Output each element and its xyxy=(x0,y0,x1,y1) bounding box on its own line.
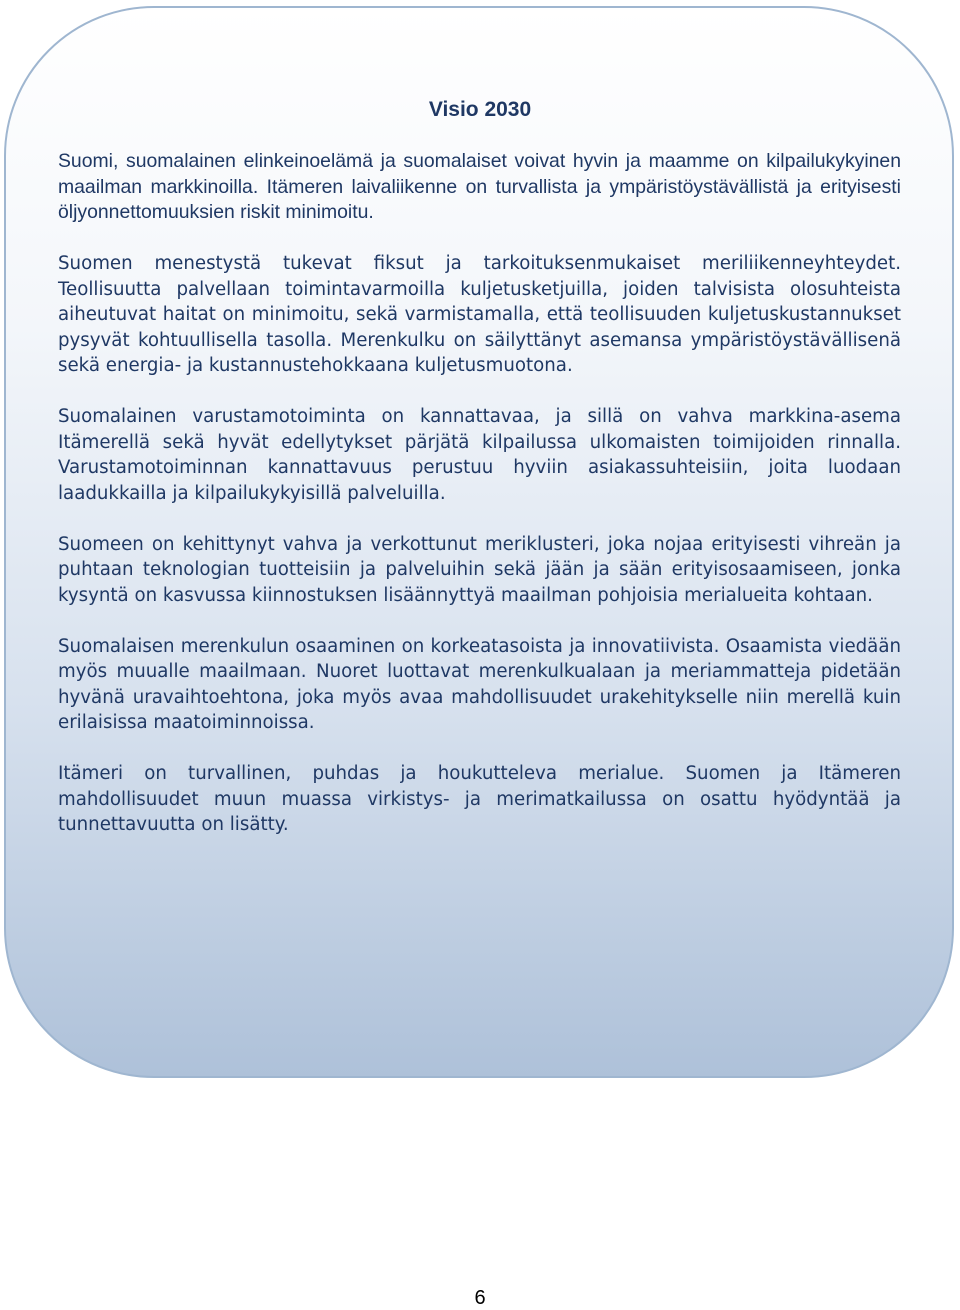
paragraph-5: Suomalaisen merenkulun osaaminen on korkeatasoista ja innovatiivista. Osaamista viedään myös muualle maailmaan. Nuoret luottavat merenkulkualaan ja meriammatteja pidetään hyvänä uravaihtoehtona, joka myös avaa mahdollisuudet urakehitykselle niin merellä kuin erilaisissa maatoiminnoissa. xyxy=(58,635,901,733)
paragraph-4: Suomeen on kehittynyt vahva ja verkottunut meriklusteri, joka nojaa erityisesti vihreän ja puhtaan teknologian tuotteisiin ja palveluihin sekä jään ja sään erityisosaamiseen, jonka kysyntä on kasvussa kiinnostuksen lisäännyttyä maailman pohjoisia merialueita kohtaan. xyxy=(58,533,901,606)
paragraph-6: Itämeri on turvallinen, puhdas ja houkutteleva merialue. Suomen ja Itämeren mahdollisuudet muun muassa virkistys- ja merimatkailussa on osattu hyödyntää ja tunnettavuutta on lisätty. xyxy=(58,763,901,835)
page-number: 6 xyxy=(474,1287,486,1309)
page-title: Visio 2030 xyxy=(428,98,532,121)
vision-text xyxy=(58,149,901,863)
paragraph-1: Suomi, suomalainen elinkeinoelämä ja suomalaiset voivat hyvin ja maamme on kilpailukykyinen maailman markkinoilla. Itämeren laivaliikenne on turvallista ja ympäristöystävällistä ja erityisesti öljyonnettomuuksien riskit minimoitu. xyxy=(58,150,901,223)
paragraph-3: Suomalainen varustamotoiminta on kannattavaa, ja sillä on vahva markkina-asema Itämerellä sekä hyvät edellytykset pärjätä kilpailussa ulkomaisten toimijoiden rinnalla. Varustamotoiminnan kannattavuus perustuu hyviin asiakassuhteisiin, joita luodaan laadukkailla ja kilpailukykyisillä palveluilla. xyxy=(58,406,901,504)
paragraph-2: Suomen menestystä tukevat fiksut ja tarkoituksenmukaiset meriliikenneyhteydet. Teollisuutta palvellaan toimintavarmoilla kuljetusketjuilla, joiden talvisista olosuhteista aiheutuvat haitat on minimoitu, sekä varmistamalla, että teollisuuden kuljetuskustannukset pysyvät kohtuullisella tasolla. Merenkulku on säilyttänyt asemansa ympäristöystävällisenä sekä energia- ja kustannustehokkaana kuljetusmuotona. xyxy=(58,253,901,376)
